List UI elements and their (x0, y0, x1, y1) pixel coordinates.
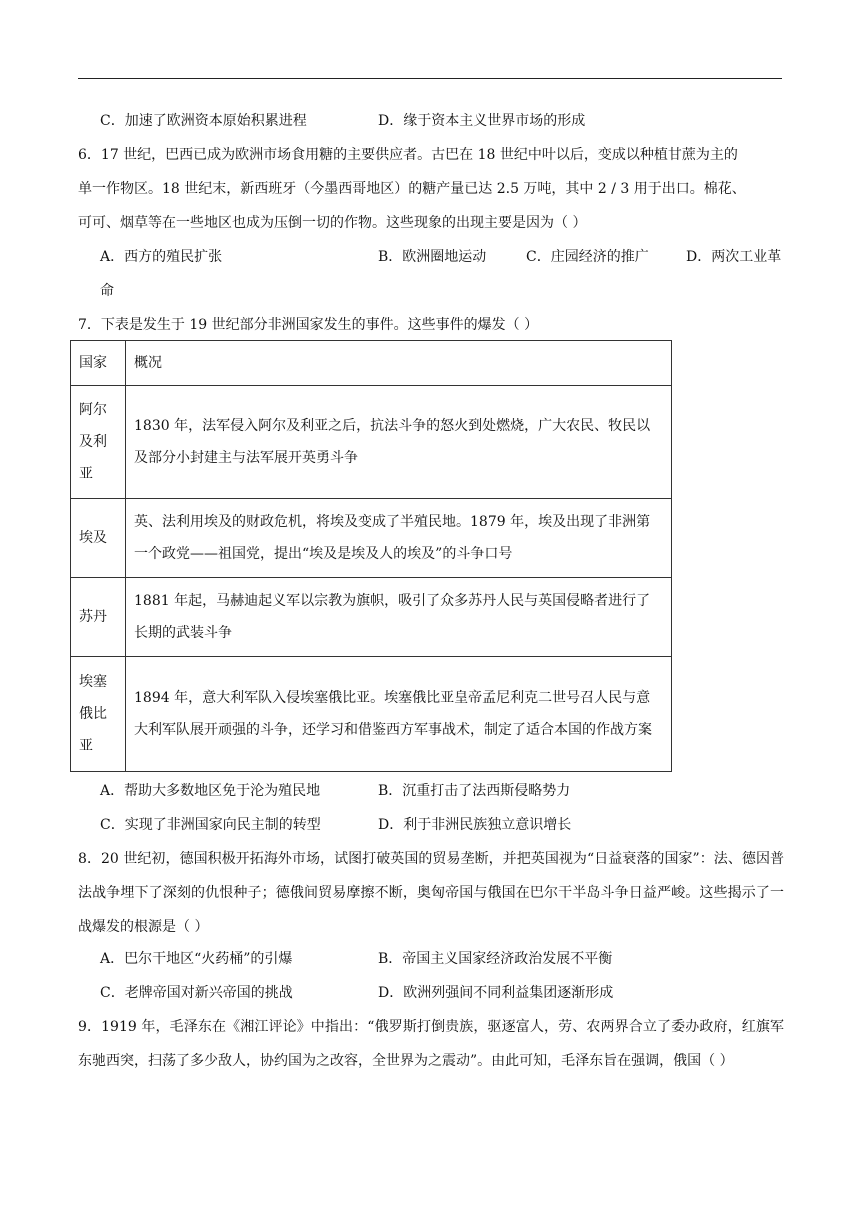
q6-option-c[interactable]: C．庄园经济的推广 (526, 249, 649, 265)
q6-stem-line2: 单一作物区。18 世纪末，新西班牙（今墨西哥地区）的糖产量已达 2.5 万吨，其中 2 / 3 用于出口。棉花、 (78, 181, 746, 197)
table-header-summary: 概况 (126, 341, 672, 386)
q7-stem: 7．下表是发生于 19 世纪部分非洲国家发生的事件。这些事件的爆发（ ） (78, 317, 539, 333)
table-row (71, 657, 672, 772)
table-cell-country: 阿尔及利亚 (71, 386, 126, 499)
table-row (71, 499, 672, 578)
q7-option-d[interactable]: D．利于非洲民族独立意识增长 (378, 817, 572, 833)
q6-stem-line1: 6．17 世纪，巴西已成为欧洲市场食用糖的主要供应者。古巴在 18 世纪中叶以后，变成以种植甘蔗为主的 (78, 147, 738, 163)
table-row (71, 386, 672, 499)
q7-option-b[interactable]: B．沉重打击了法西斯侵略势力 (378, 783, 571, 799)
q9-stem: 9．1919 年，毛泽东在《湘江评论》中指出：“俄罗斯打倒贵族，驱逐富人，劳、农两界合立了委办政府，红旗军东驰西突，扫荡了多少敌人，协约国为之改容，全世界为之震动”。由此可知，毛泽东旨在强调，俄国（ ） (78, 1019, 784, 1069)
q8-option-c[interactable]: C．老牌帝国对新兴帝国的挑战 (100, 985, 293, 1001)
q8-option-a[interactable]: A．巴尔干地区“火药桶”的引爆 (100, 951, 293, 967)
table-header-row (71, 341, 672, 386)
q6-stem-line3: 可可、烟草等在一些地区也成为压倒一切的作物。这些现象的出现主要是因为（ ） (78, 215, 587, 231)
table-cell-summary: 1881 年起，马赫迪起义军以宗教为旗帜，吸引了众多苏丹人民与英国侵略者进行了长期的武装斗争 (126, 578, 672, 657)
table-cell-country: 埃塞俄比亚 (71, 657, 126, 772)
table-cell-summary: 1830 年，法军侵入阿尔及利亚之后，抗法斗争的怒火到处燃烧，广大农民、牧民以及部分小封建主与法军展开英勇斗争 (126, 386, 672, 499)
table-cell-country: 埃及 (71, 499, 126, 578)
q6-option-d[interactable]: D．两次工业革 (686, 249, 782, 265)
q7-option-a[interactable]: A．帮助大多数地区免于沦为殖民地 (100, 783, 321, 799)
q8-option-d[interactable]: D．欧洲列强间不同利益集团逐渐形成 (378, 985, 614, 1001)
q6-option-a[interactable]: A．西方的殖民扩张 (100, 249, 223, 265)
table-cell-summary: 1894 年，意大利军队入侵埃塞俄比亚。埃塞俄比亚皇帝孟尼利克二世号召人民与意大利军队展开顽强的斗争，还学习和借鉴西方军事战术，制定了适合本国的作战方案 (126, 657, 672, 772)
q6-option-b[interactable]: B．欧洲圈地运动 (378, 249, 487, 265)
q7-option-c[interactable]: C．实现了非洲国家向民主制的转型 (100, 817, 321, 833)
q5-option-d[interactable]: D．缘于资本主义世界市场的形成 (378, 113, 586, 129)
table-row (71, 578, 672, 657)
q6-option-d-continued: 命 (100, 283, 114, 299)
header-rule (78, 78, 782, 79)
table-cell-country: 苏丹 (71, 578, 126, 657)
q8-option-b[interactable]: B．帝国主义国家经济政治发展不平衡 (378, 951, 613, 967)
q7-events-table (70, 340, 672, 772)
table-cell-summary: 英、法利用埃及的财政危机，将埃及变成了半殖民地。1879 年，埃及出现了非洲第一个政党——祖国党，提出“埃及是埃及人的埃及”的斗争口号 (126, 499, 672, 578)
table-header-country: 国家 (71, 341, 126, 386)
q8-stem: 8．20 世纪初，德国积极开拓海外市场，试图打破英国的贸易垄断，并把英国视为“日益衰落的国家”：法、德因普法战争埋下了深刻的仇恨种子；德俄间贸易摩擦不断，奥匈帝国与俄国在巴尔干半岛斗争日益严峻。这些揭示了一战爆发的根源是（ ） (78, 851, 784, 935)
q5-option-c[interactable]: C．加速了欧洲资本原始积累进程 (100, 113, 307, 129)
